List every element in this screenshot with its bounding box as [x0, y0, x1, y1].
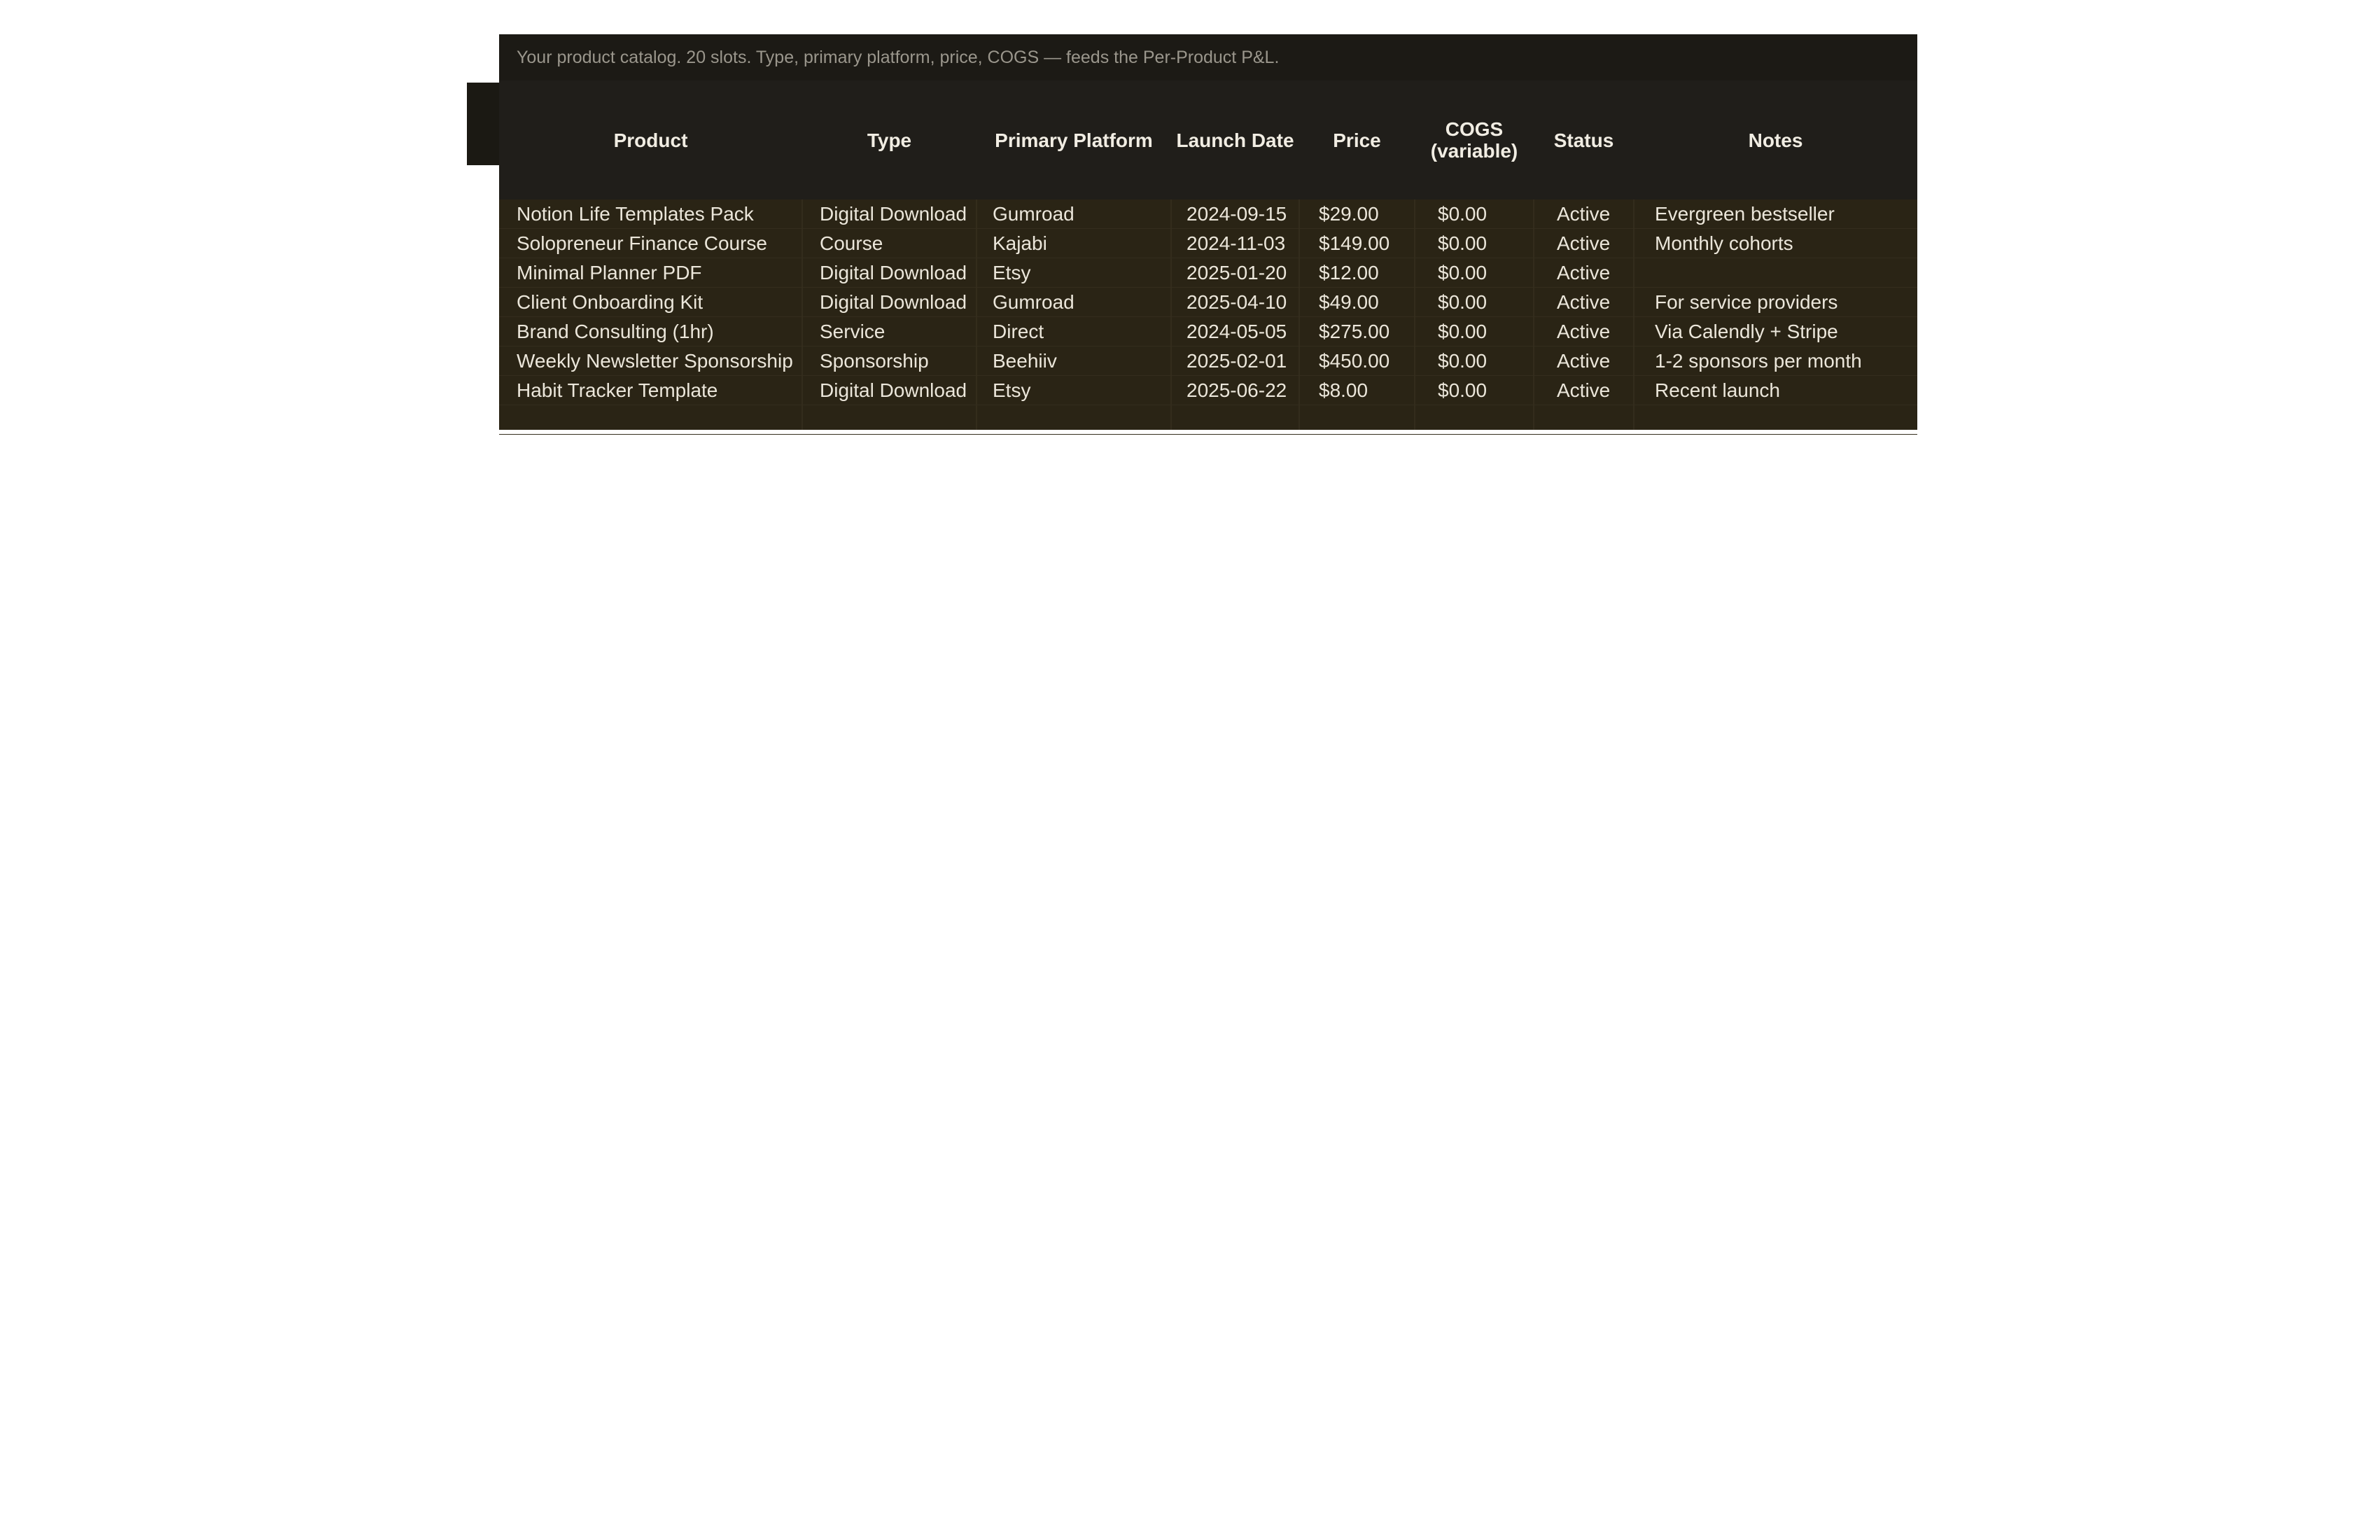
- cell-launch[interactable]: 2024-09-15: [1186, 203, 1287, 225]
- column-header-price[interactable]: Price: [1333, 129, 1381, 151]
- cell-platform[interactable]: Gumroad: [993, 291, 1074, 313]
- cell-status[interactable]: Active: [1557, 350, 1611, 372]
- cell-launch[interactable]: [1186, 405, 1295, 435]
- cell-status[interactable]: Active: [1557, 232, 1611, 254]
- cell-price[interactable]: [1319, 405, 1410, 435]
- sheet-caption: Your product catalog. 20 slots. Type, primary platform, price, COGS — feeds the Per-Product P&L.: [499, 34, 1917, 80]
- cell-status[interactable]: Active: [1557, 262, 1611, 284]
- cell-platform[interactable]: Direct: [993, 321, 1044, 342]
- cell-platform[interactable]: Etsy: [993, 262, 1031, 284]
- table-row: [499, 200, 1917, 229]
- cell-product[interactable]: [517, 405, 798, 435]
- cell-product[interactable]: Habit Tracker Template: [517, 379, 718, 401]
- column-header-launch[interactable]: Launch Date: [1176, 129, 1294, 151]
- cell-type[interactable]: Sponsorship: [820, 350, 929, 372]
- cell-status[interactable]: Active: [1557, 379, 1611, 401]
- cell-price[interactable]: $49.00: [1319, 291, 1379, 313]
- cell-type[interactable]: Course: [820, 232, 883, 254]
- table-row: [499, 288, 1917, 317]
- cell-product[interactable]: Notion Life Templates Pack: [517, 203, 754, 225]
- cell-price[interactable]: $450.00: [1319, 350, 1390, 372]
- cell-cogs[interactable]: $0.00: [1438, 379, 1488, 401]
- cell-notes[interactable]: 1-2 sponsors per month: [1655, 350, 1862, 372]
- cell-price[interactable]: $12.00: [1319, 262, 1379, 284]
- cell-notes[interactable]: Via Calendly + Stripe: [1655, 321, 1838, 342]
- table-row: [499, 317, 1917, 346]
- cell-price[interactable]: $29.00: [1319, 203, 1379, 225]
- cell-platform[interactable]: Kajabi: [993, 232, 1047, 254]
- column-header-status[interactable]: Status: [1553, 129, 1614, 151]
- table-header: [499, 80, 1917, 200]
- cell-product[interactable]: Minimal Planner PDF: [517, 262, 702, 284]
- cell-type[interactable]: Digital Download: [820, 291, 967, 313]
- cell-status[interactable]: Active: [1557, 321, 1611, 342]
- cell-notes[interactable]: Evergreen bestseller: [1655, 203, 1835, 225]
- sheet-side-tab: [467, 83, 499, 165]
- column-header-type[interactable]: Type: [867, 129, 912, 151]
- table-row: [499, 405, 1917, 435]
- cell-type[interactable]: Digital Download: [820, 262, 967, 284]
- cell-type[interactable]: Digital Download: [820, 203, 967, 225]
- cell-type[interactable]: Service: [820, 321, 886, 342]
- cell-product[interactable]: Brand Consulting (1hr): [517, 321, 714, 342]
- cell-notes[interactable]: [1655, 405, 1913, 435]
- cell-product[interactable]: Client Onboarding Kit: [517, 291, 704, 313]
- column-header-product[interactable]: Product: [613, 129, 688, 151]
- cell-notes[interactable]: Monthly cohorts: [1655, 232, 1793, 254]
- cell-launch[interactable]: 2025-04-10: [1186, 291, 1287, 313]
- column-header-platform[interactable]: Primary Platform: [995, 129, 1153, 151]
- cell-type[interactable]: [820, 405, 972, 435]
- cell-status[interactable]: Active: [1557, 291, 1611, 313]
- cell-type[interactable]: Digital Download: [820, 379, 967, 401]
- table-row: [499, 258, 1917, 288]
- column-header-cogs[interactable]: COGS (variable): [1430, 118, 1518, 162]
- cell-notes[interactable]: Recent launch: [1655, 379, 1781, 401]
- cell-notes[interactable]: [1655, 258, 1913, 288]
- cell-platform[interactable]: Beehiiv: [993, 350, 1057, 372]
- cell-cogs[interactable]: $0.00: [1438, 262, 1488, 284]
- cell-launch[interactable]: 2025-02-01: [1186, 350, 1287, 372]
- cell-price[interactable]: $275.00: [1319, 321, 1390, 342]
- table-row: [499, 346, 1917, 376]
- cell-notes[interactable]: For service providers: [1655, 291, 1838, 313]
- table-row: [499, 229, 1917, 258]
- cell-status[interactable]: [1557, 405, 1630, 435]
- cell-product[interactable]: Weekly Newsletter Sponsorship: [517, 350, 793, 372]
- cell-cogs[interactable]: $0.00: [1438, 203, 1488, 225]
- product-catalog-sheet: [499, 34, 1917, 430]
- cell-cogs[interactable]: $0.00: [1438, 232, 1488, 254]
- cell-cogs[interactable]: [1438, 405, 1530, 435]
- cell-platform[interactable]: [993, 405, 1167, 435]
- cell-platform[interactable]: Etsy: [993, 379, 1031, 401]
- cell-cogs[interactable]: $0.00: [1438, 350, 1488, 372]
- table-row: [499, 376, 1917, 405]
- cell-launch[interactable]: 2024-05-05: [1186, 321, 1287, 342]
- cell-cogs[interactable]: $0.00: [1438, 321, 1488, 342]
- cell-launch[interactable]: 2024-11-03: [1186, 232, 1286, 254]
- cell-launch[interactable]: 2025-06-22: [1186, 379, 1287, 401]
- column-header-notes[interactable]: Notes: [1748, 129, 1803, 151]
- cell-product[interactable]: Solopreneur Finance Course: [517, 232, 767, 254]
- cell-status[interactable]: Active: [1557, 203, 1611, 225]
- cell-price[interactable]: $8.00: [1319, 379, 1368, 401]
- cell-cogs[interactable]: $0.00: [1438, 291, 1488, 313]
- cell-launch[interactable]: 2025-01-20: [1186, 262, 1287, 284]
- cell-price[interactable]: $149.00: [1319, 232, 1390, 254]
- cell-platform[interactable]: Gumroad: [993, 203, 1074, 225]
